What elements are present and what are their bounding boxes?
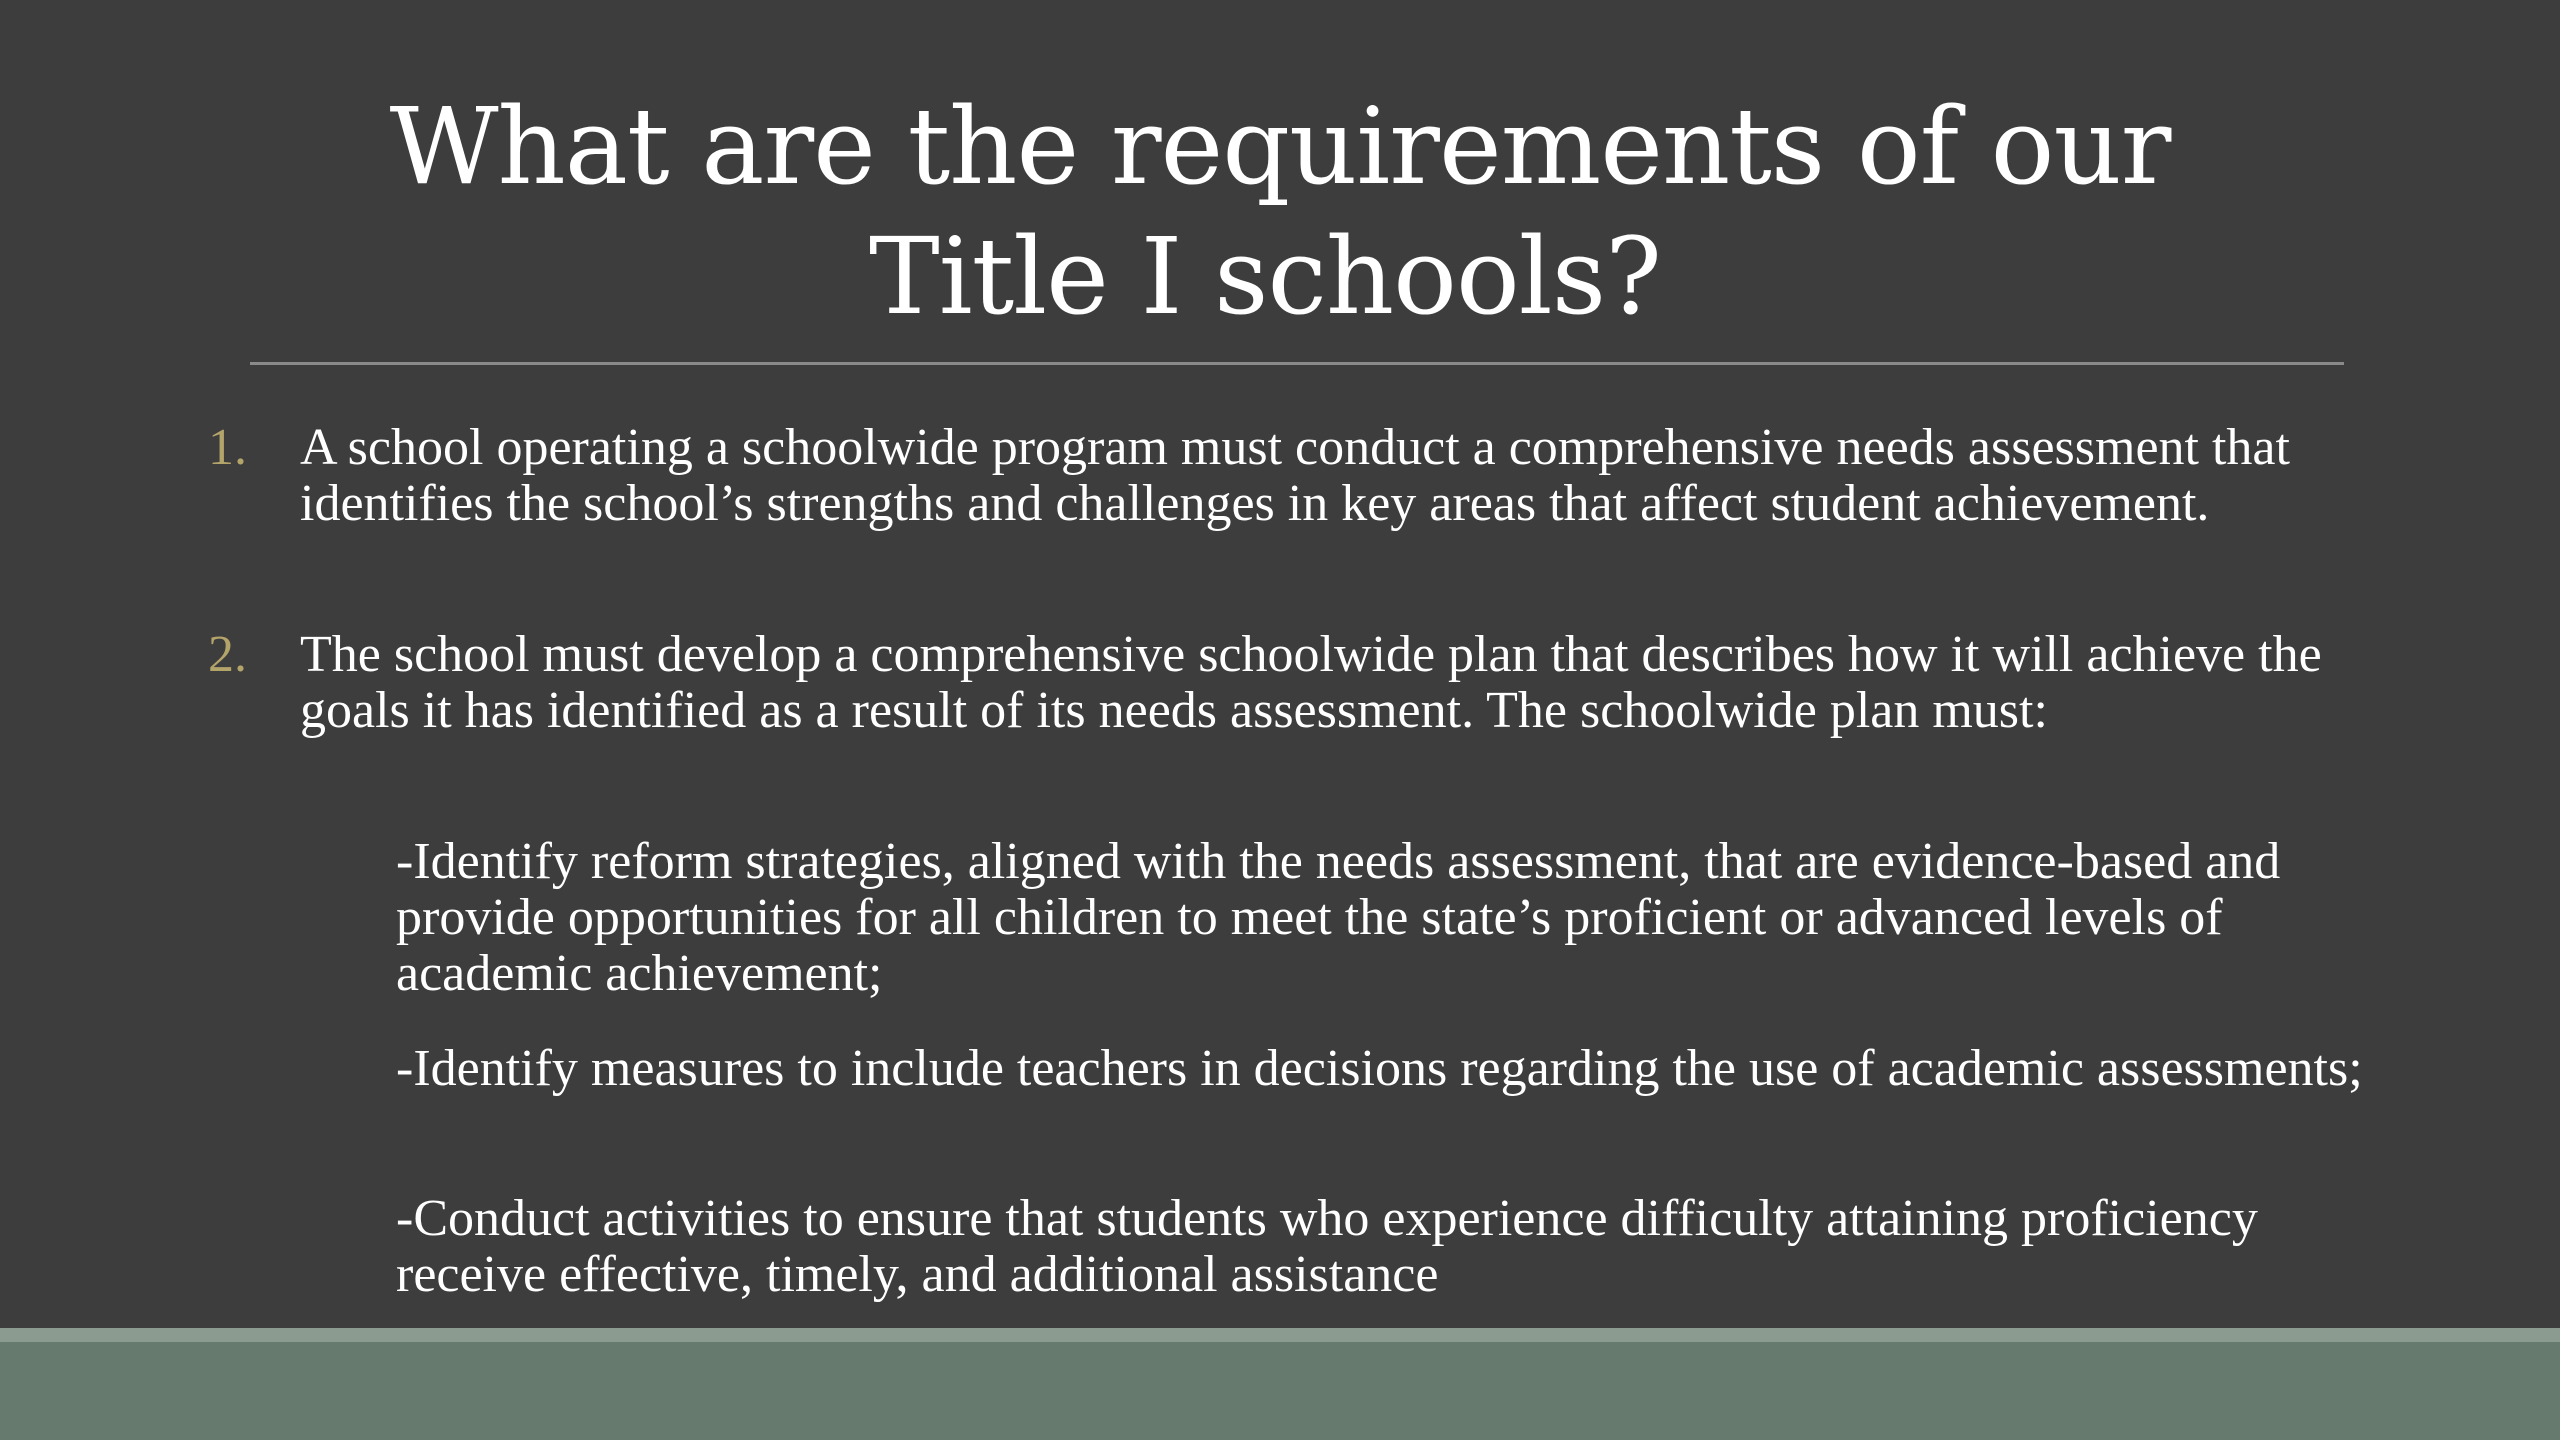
list-item-2 <box>208 626 2360 739</box>
sub-item-3: -Conduct activities to ensure that students who experience difficulty attaining proficiency receive effective, timely, and additional assistance <box>396 1190 2258 1303</box>
list-item-text: The school must develop a comprehensive schoolwide plan that describes how it will achieve the goals it has identified as a result of its needs assessment. The schoolwide plan must: <box>300 626 2322 739</box>
title-line-1: What are the requirements of our <box>389 85 2171 208</box>
title-line-2: Title I schools? <box>869 215 1661 338</box>
list-item-number: 1. <box>208 419 247 476</box>
slide-title <box>250 82 2310 342</box>
sub-item-1: -Identify reform strategies, aligned with the needs assessment, that are evidence-based and provide opportunities for all children to meet the state’s proficient or advanced levels of academic achievement; <box>396 833 2281 1002</box>
list-item-1 <box>208 419 2360 532</box>
list-item-text: A school operating a schoolwide program must conduct a comprehensive needs assessment that identifies the school’s strengths and challenges in key areas that affect student achievement. <box>300 419 2290 532</box>
sub-item-2: -Identify measures to include teachers in decisions regarding the use of academic assessments; <box>396 1040 2363 1097</box>
footer-bar <box>0 1342 2560 1440</box>
footer-accent-line <box>0 1328 2560 1342</box>
list-item-number: 2. <box>208 626 247 683</box>
title-divider <box>250 362 2344 365</box>
